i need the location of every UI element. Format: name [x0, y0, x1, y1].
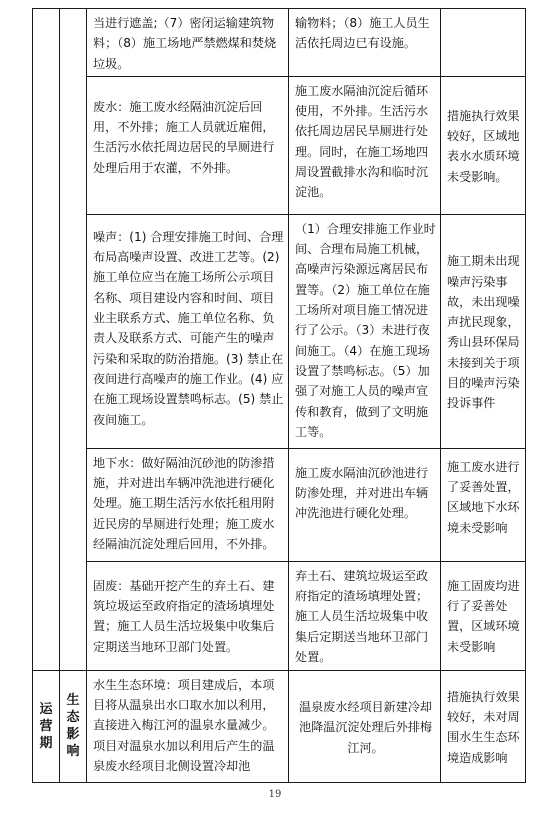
measure-cell: 当进行遮盖;（7）密闭运输建筑物料；（8）施工场地严禁燃煤和焚烧垃圾。 — [87, 9, 289, 77]
implementation-cell: （1）合理安排施工作业时间、合理布局施工机械，高噪声污染源远离居民布置等。（2）施工单位在施工场所对项目施工情况进行了公示。（3）未进行夜间施工。（4）在施工现场设置了禁鸣标志。（5）加强了对施工人员的噪声宣传和教育，做到了文明施工等。 — [289, 214, 441, 448]
stage-cell-operation — [33, 670, 60, 782]
implementation-cell: 弃土石、建筑垃圾运至政府指定的渣场填埋处置；施工人员生活垃圾集中收集后定期送当地环卫部门处置。 — [289, 561, 441, 670]
effect-cell: 施工期未出现噪声污染事故，未出现噪声扰民现象，秀山县环保局未接到关于项目的噪声污染投诉事件 — [441, 214, 526, 448]
effect-cell: 施工固废均进行了妥善处置，区域环境未受影响 — [441, 561, 526, 670]
table-row — [33, 76, 526, 214]
implementation-cell: 输物料；（8）施工人员生活依托周边已有设施。 — [289, 9, 441, 77]
measure-cell: 废水：施工废水经隔油沉淀后回用，不外排；施工人员就近雇佣，生活污水依托周边居民的旱厕进行处理后用于农灌，不外排。 — [87, 76, 289, 214]
category-cell-operation — [60, 670, 87, 782]
category-cell-construction — [60, 9, 87, 671]
measure-cell: 固废：基础开挖产生的弃土石、建筑垃圾运至政府指定的渣场填埋处置；施工人员生活垃圾集中收集后定期送当地环卫部门处置。 — [87, 561, 289, 670]
implementation-cell: 温泉废水经项目新建冷却池降温沉淀处理后外排梅江河。 — [289, 670, 441, 782]
implementation-cell: 施工废水隔油沉砂池进行防渗处理，并对进出车辆冲洗池进行硬化处理。 — [289, 448, 441, 561]
effect-cell: 措施执行效果较好，未对周围水生生态环境造成影响 — [441, 670, 526, 782]
stage-label: 运营期 — [39, 701, 53, 751]
table-row — [33, 561, 526, 670]
implementation-cell: 施工废水隔油沉淀后循环使用，不外排。生活污水依托周边居民旱厕进行处理。同时，在施工场地四周设置截排水沟和临时沉淀池。 — [289, 76, 441, 214]
measure-cell: 噪声：(1) 合理安排施工时间、合理布局高噪声设置、改进工艺等。(2) 施工单位应当在施工场所公示项目名称、项目建设内容和时间、项目业主联系方式、施工单位名称、负责人及联系方式、可能产生的噪声污染和采取的防治措施。(3) 禁止在夜间进行高噪声的施工作业。(4) 应在施工现场设置禁鸣标志。(5) 禁止夜间施工。 — [87, 214, 289, 448]
stage-cell-construction — [33, 9, 60, 671]
environmental-measures-table — [32, 8, 526, 783]
measure-cell: 地下水：做好隔油沉砂池的防渗措施，并对进出车辆冲洗池进行硬化处理。施工期生活污水依托租用附近民房的旱厕进行处理；施工废水经隔油沉淀处理后回用，不外排。 — [87, 448, 289, 561]
table-row — [33, 9, 526, 77]
effect-cell — [441, 9, 526, 77]
effect-cell: 施工废水进行了妥善处置，区域地下水环境未受影响 — [441, 448, 526, 561]
measure-cell: 水生生态环境：项目建成后，本项目将从温泉出水口取水加以利用，直接进入梅江河的温泉水量减少。项目对温泉水加以利用后产生的温泉废水经项目北侧设置冷却池 — [87, 670, 289, 782]
table-row — [33, 214, 526, 448]
page-number: 19 — [268, 789, 282, 800]
category-label: 生态影响 — [66, 693, 80, 760]
table-row — [33, 448, 526, 561]
table-row — [33, 670, 526, 782]
effect-cell: 措施执行效果较好，区域地表水水质环境未受影响。 — [441, 76, 526, 214]
